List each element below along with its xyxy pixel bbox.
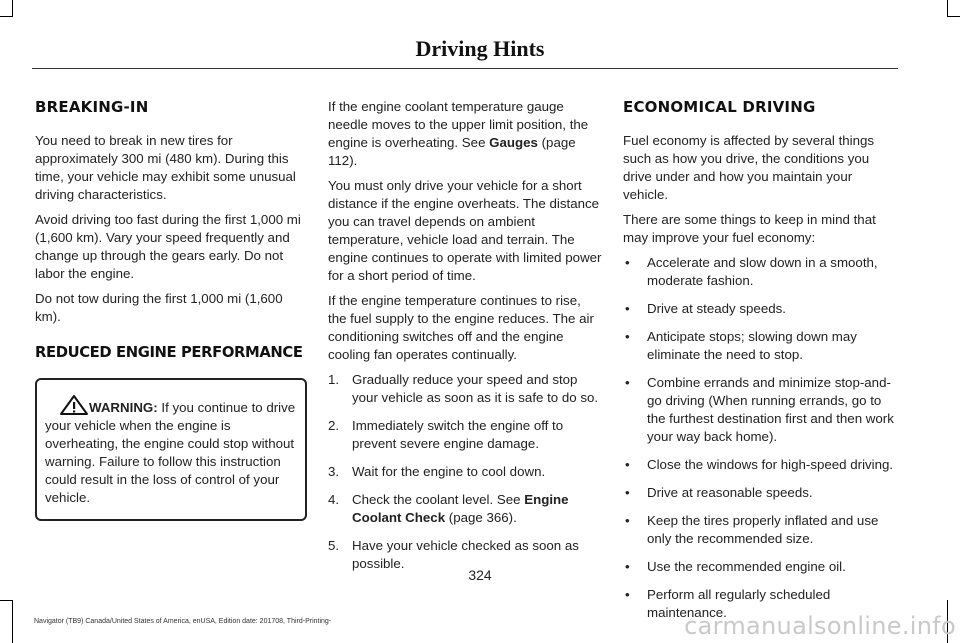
list-item: • Perform all regularly scheduled maintenance.	[625, 587, 831, 620]
column-right	[623, 98, 897, 632]
crop-mark	[0, 600, 13, 601]
warning-box	[35, 378, 307, 521]
warning-triangle-icon	[59, 394, 89, 416]
section-heading-breaking-in: BREAKING-IN	[35, 98, 149, 116]
paragraph: Avoid driving too fast during the first 1,000 mi (1,600 km). Vary your speed frequently and change up through the gears early. Do not labor the engine.	[35, 212, 301, 281]
crop-mark	[12, 0, 13, 16]
cross-reference-gauges[interactable]: Gauges	[489, 135, 538, 150]
paragraph: You need to break in new tires for approximately 300 mi (480 km). During this time, your vehicle may exhibit some unusual driving characteristics.	[35, 133, 296, 202]
paragraph: You must only drive your vehicle for a short distance if the engine overheats. The distance you can travel depends on ambient temperature, vehicle load and terrain. The engine continues to operate with limited power for a short period of time.	[328, 178, 602, 283]
crop-mark	[0, 16, 13, 17]
watermark: carmanualsonline.info	[684, 612, 956, 640]
page-number: 324	[468, 567, 492, 583]
list-item: • Drive at steady speeds.	[625, 301, 786, 316]
list-item: 4. Check the coolant level. See Engine Coolant Check (page 366).	[328, 492, 569, 525]
list-item: 1. Gradually reduce your speed and stop your vehicle as soon as it is safe to do so.	[328, 372, 599, 405]
paragraph: If the engine temperature continues to rise, the fuel supply to the engine reduces. The air conditioning switches off and the engine cooling fan operates continually.	[328, 293, 594, 362]
section-heading-economical-driving: ECONOMICAL DRIVING	[623, 98, 816, 116]
column-middle	[328, 98, 602, 583]
paragraph: There are some things to keep in mind that may improve your fuel economy:	[623, 212, 876, 245]
crop-mark	[12, 600, 13, 643]
list-item: • Combine errands and minimize stop-and-go driving (When running errands, go to the furthest destination first and then work your way back home).	[625, 375, 894, 444]
section-heading-reduced-engine-performance: REDUCED ENGINE PERFORMANCE	[35, 344, 303, 361]
warning-text: If you continue to drive your vehicle when the engine is overheating, the engine could stop without warning. Failure to follow this instruction could result in the loss of control of your vehicle.	[45, 400, 296, 505]
paragraph: If the engine coolant temperature gauge needle moves to the upper limit position, the engine is overheating. See Gauges (page 112).	[328, 99, 589, 168]
list-item: • Close the windows for high-speed driving.	[625, 457, 894, 472]
cross-reference-engine-coolant-check[interactable]: Engine Coolant Check	[352, 492, 569, 525]
page-title: Driving Hints	[415, 36, 545, 61]
column-left	[35, 98, 307, 521]
list-item: • Drive at reasonable speeds.	[625, 485, 813, 500]
header-divider	[32, 68, 898, 69]
list-item: • Accelerate and slow down in a smooth, moderate fashion.	[625, 255, 878, 288]
list-item: • Anticipate stops; slowing down may eliminate the need to stop.	[625, 329, 857, 362]
paragraph: Fuel economy is affected by several things such as how you drive, the conditions you drive under and how you maintain your vehicle.	[623, 133, 875, 202]
list-item: 3. Wait for the engine to cool down.	[328, 464, 546, 479]
crop-mark	[947, 16, 960, 17]
numbered-steps	[328, 371, 602, 573]
list-item: • Keep the tires properly inflated and use only the recommended size.	[625, 513, 879, 546]
paragraph: Do not tow during the first 1,000 mi (1,600 km).	[35, 291, 283, 324]
list-item: • Use the recommended engine oil.	[625, 559, 846, 574]
crop-mark	[947, 0, 948, 16]
list-item: 2. Immediately switch the engine off to prevent severe engine damage.	[328, 418, 564, 451]
list-item: 5. Have your vehicle checked as soon as possible.	[328, 538, 579, 571]
warning-label: WARNING:	[89, 400, 158, 415]
document-info: Navigator (TB9) Canada/United States of America, enUSA, Edition date: 201708, Third-Printing-	[34, 618, 332, 625]
